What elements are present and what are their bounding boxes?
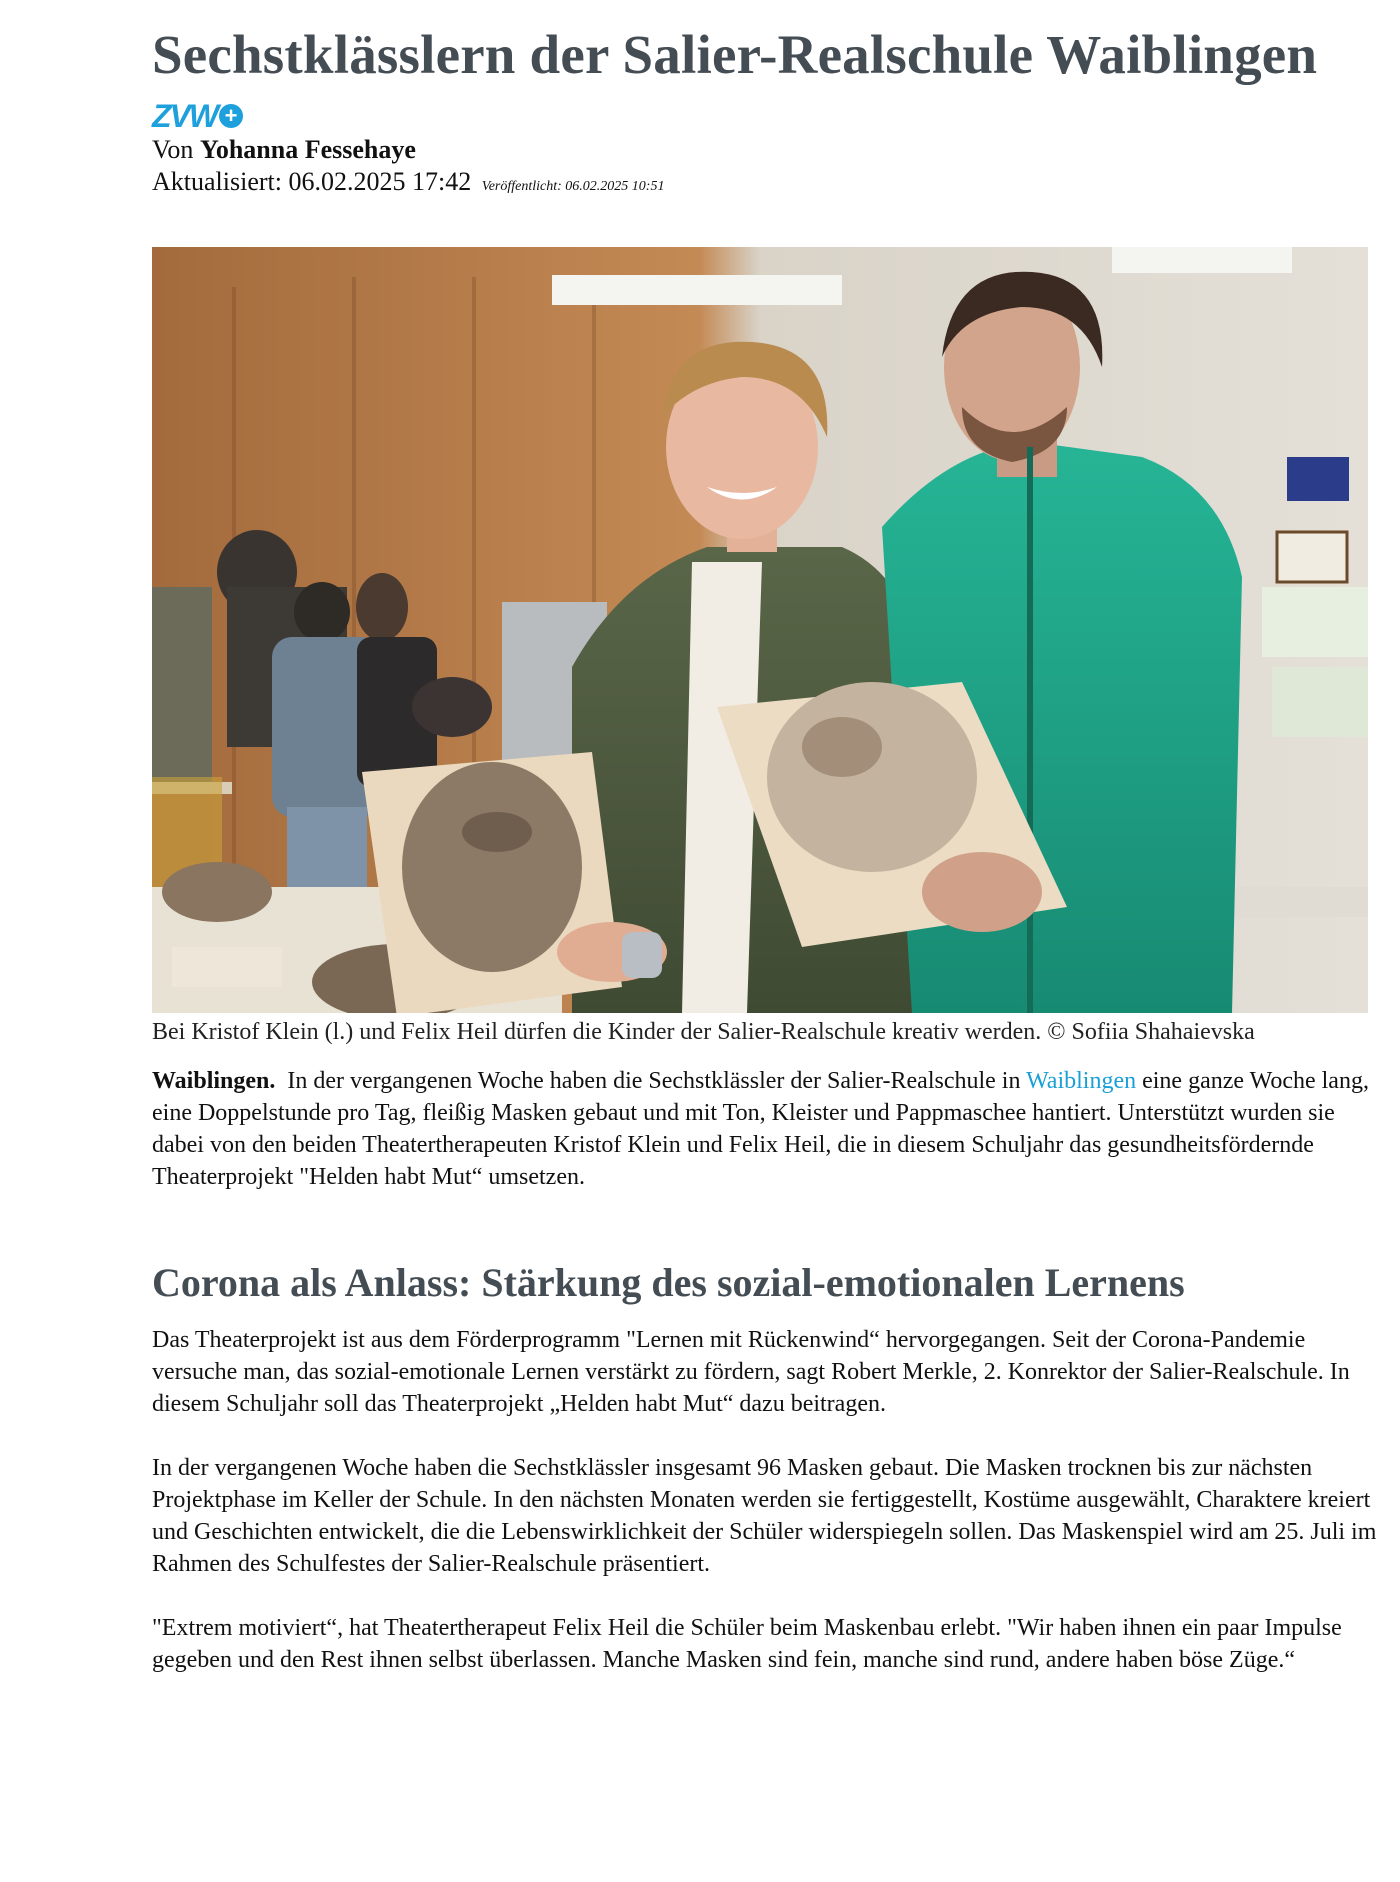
body-paragraph: "Extrem motiviert“, hat Theatertherapeut Felix Heil die Schüler beim Maskenbau erlebt. "Wir haben ihnen ein paar Impulse gegeben und den Rest ihnen selbst überlassen. Manche Masken sind fein, manche sind rund, andere haben böse Züge.“ (152, 1615, 1342, 1673)
wall-clock-display (1287, 457, 1349, 501)
article-dates (152, 166, 1382, 203)
published-date: Veröffentlicht: 06.02.2025 10:51 (481, 179, 665, 194)
ceiling-light (1112, 247, 1292, 273)
hand (922, 852, 1042, 932)
updated-date: Aktualisiert: 06.02.2025 17:42 (152, 167, 472, 196)
body-paragraph: Das Theaterprojekt ist aus dem Förderprogramm "Lernen mit Rückenwind“ hervorgegangen. Seit der Corona-Pandemie versuche man, das sozial-emotionale Lernen verstärkt zu fördern, sagt Robert Merkle, 2. Konrektor der Salier-Realschule. In diesem Schuljahr soll das Theaterprojekt „Helden habt Mut“ dazu beitragen. (152, 1327, 1350, 1417)
classroom-table (1222, 887, 1368, 917)
image-caption: Bei Kristof Klein (l.) und Felix Heil dürfen die Kinder der Salier-Realschule kreativ werden. © Sofiia Shahaievska (152, 1019, 1255, 1045)
ceiling-light (552, 275, 842, 305)
lead-text-after-link: eine ganze Woche lang, eine Doppelstunde pro Tag, fleißig Masken gebaut und mit Ton, Kleister und Pappmaschee hantiert. Unterstützt wurden sie dabei von den beiden Theatertherapeuten Kristof Klein und Felix Heil, die in diesem Schuljahr das gesundheitsfördernde Theaterprojekt "Helden habt Mut“ umsetzen. (152, 1068, 1369, 1190)
lead-paragraph (152, 1065, 1382, 1193)
zvw-plus-logo[interactable] (152, 100, 1382, 132)
section-heading: Corona als Anlass: Stärkung des sozial-emotionalen Lernens (152, 1260, 1185, 1305)
wall-poster (1272, 667, 1368, 737)
wristwatch (622, 932, 662, 978)
paint-box (172, 947, 282, 987)
byline-prefix: Von (152, 135, 194, 164)
wall-picture (1277, 532, 1347, 582)
wall-poster (1262, 587, 1368, 657)
article (152, 0, 1382, 1676)
lead-text-before-link: In der vergangenen Woche haben die Sechstklässler der Salier-Realschule in (287, 1068, 1021, 1094)
mask-on-table (162, 862, 272, 922)
plus-icon: + (219, 104, 243, 128)
logo-wordmark: ZVW (152, 98, 218, 134)
author-name[interactable]: Yohanna Fessehaye (199, 135, 416, 164)
waiblingen-link[interactable]: Waiblingen (1026, 1068, 1137, 1094)
article-photo (152, 247, 1368, 1013)
article-title: Sechstklässlern der Salier-Realschule Waiblingen (152, 24, 1318, 85)
byline (152, 134, 1382, 166)
body-paragraph: In der vergangenen Woche haben die Sechstklässler insgesamt 96 Masken gebaut. Die Masken trocknen bis zur nächsten Projektphase im Keller der Schule. In den nächsten Monaten werden sie fertiggestellt, Kostüme ausgewählt, Charaktere kreiert und Geschichten entwickelt, die die Lebenswirklichkeit der Schüler widerspiegeln sollen. Das Maskenspiel wird am 25. Juli im Rahmen des Schulfestes der Salier-Realschule präsentiert. (152, 1455, 1377, 1577)
dateline: Waiblingen. (152, 1068, 276, 1094)
